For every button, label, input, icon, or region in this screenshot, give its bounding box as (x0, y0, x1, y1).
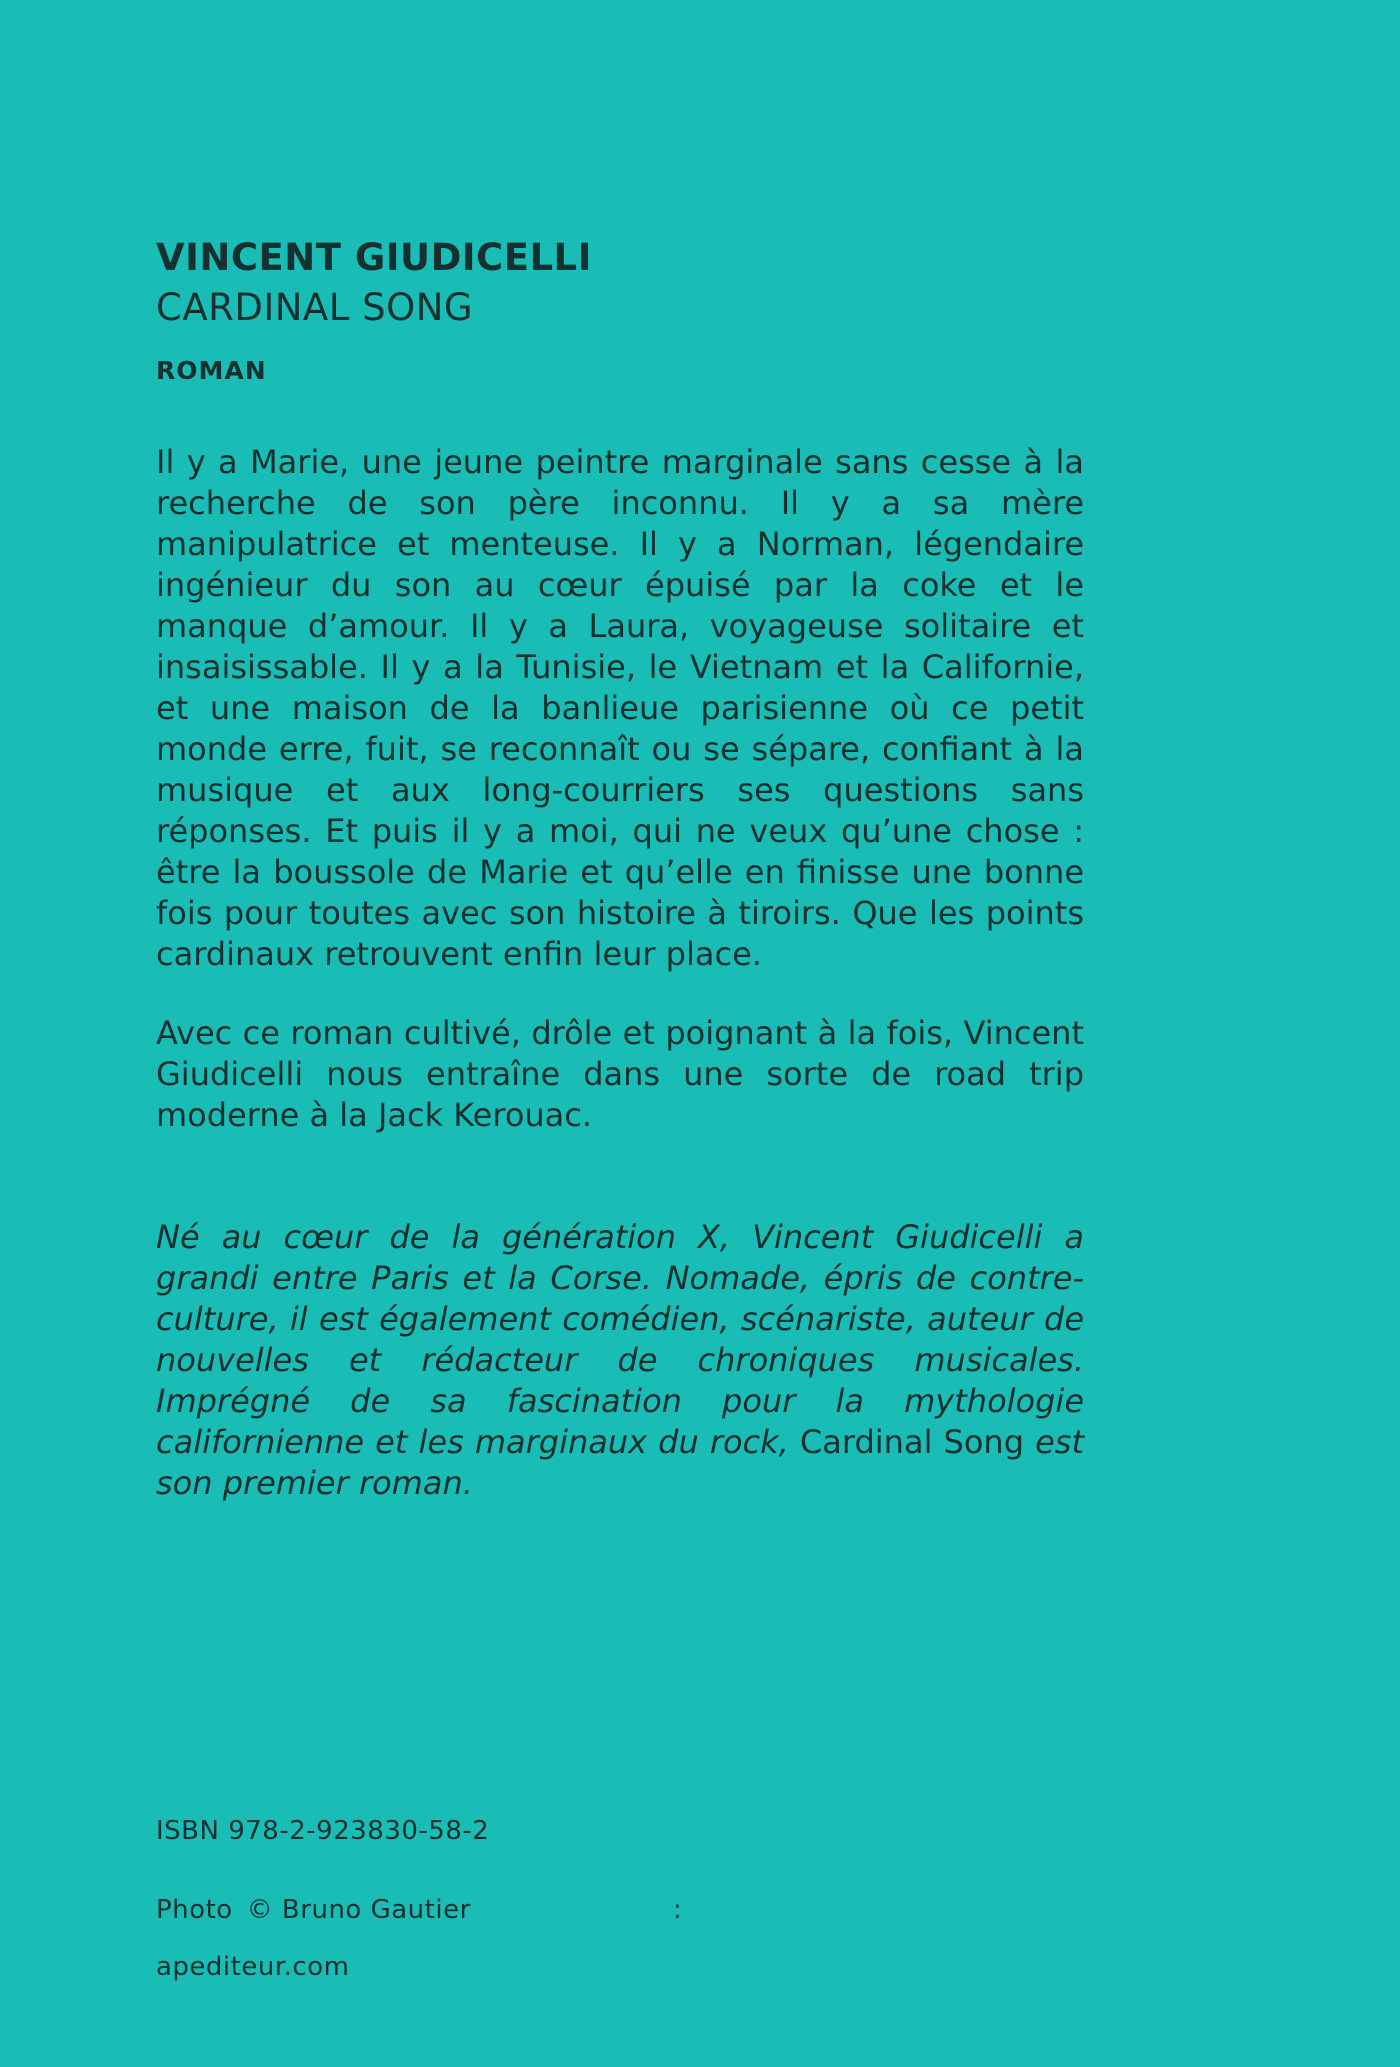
isbn: ISBN 978-2-923830-58-2 (156, 1816, 490, 1846)
stray-colon: : (673, 1895, 682, 1925)
author-bio (156, 1217, 1084, 1504)
author-bio-text-1: Né au cœur de la génération X, Vincent Giudicelli a grandi entre Paris et la Corse. Nomade, épris de contre-culture, il est également comédien, scénariste, auteur de nouvelles et rédacteur de chroniques musicales. Imprégné de sa fascination pour la mythologie californienne et les marginaux du rock, (156, 1218, 1084, 1461)
author-name: VINCENT GIUDICELLI (156, 236, 592, 279)
author-bio-book-title: Cardinal Song (799, 1423, 1025, 1461)
genre-label: ROMAN (156, 356, 267, 385)
author-bio-text-2: est son premier roman. (156, 1423, 1084, 1502)
photo-credit-name: © Bruno Gautier (246, 1895, 471, 1925)
synopsis-paragraph-2: Avec ce roman cultivé, drôle et poignant à la fois, Vincent Giudicelli nous entraîne dans une sorte de road trip moderne à la Jack Kerouac. (156, 1014, 1084, 1134)
photo-label: Photo (156, 1895, 233, 1925)
photo-credit (156, 1894, 471, 1926)
publisher-website: apediteur.com (156, 1952, 350, 1982)
synopsis-paragraph-1: Il y a Marie, une jeune peintre marginale sans cesse à la recherche de son père inconnu. Il y a sa mère manipulatrice et menteuse. Il y a Norman, légendaire ingénieur du son au cœur épuisé par la coke et le manque d’amour. Il y a Laura, voyageuse solitaire et insaisissable. Il y a la Tunisie, le Vietnam et la Californie, et une maison de la banlieue parisienne où ce petit monde erre, fuit, se reconnaît ou se sépare, confiant à la musique et aux long-courriers ses questions sans réponses. Et puis il y a moi, qui ne veux qu’une chose : être la boussole de Marie et qu’elle en finisse une bonne fois pour toutes avec son histoire à tiroirs. Que les points cardinaux retrouvent enfin leur place. (156, 443, 1084, 973)
book-title: CARDINAL SONG (156, 286, 474, 329)
